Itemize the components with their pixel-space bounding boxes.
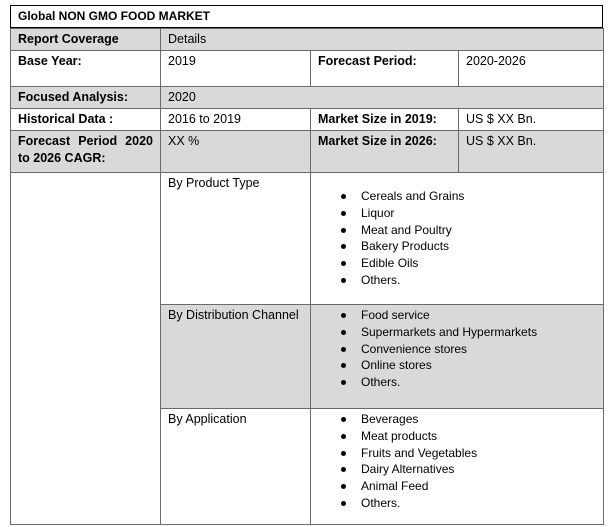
market-size-2026-value: US $ XX Bn. [459,131,604,173]
base-year-label: Base Year: [11,51,161,87]
list-item: Dairy Alternatives [318,461,596,478]
list-item: Beverages [318,411,596,428]
forecast-period-value: 2020-2026 [459,51,604,87]
distribution-channel-list [318,307,596,391]
cagr-label [11,131,161,173]
list-item: Others. [318,374,596,391]
list-item: Food service [318,307,596,324]
segment-name-product-type: By Product Type [161,173,311,305]
historical-data-value: 2016 to 2019 [161,109,311,131]
historical-data-row [11,109,604,131]
forecast-period-label: Forecast Period: [311,51,459,87]
market-size-2026-label: Market Size in 2026: [311,131,459,173]
list-item: Cereals and Grains [318,188,596,205]
segment-items-distribution-channel [311,305,604,409]
focused-analysis-value: 2020 [161,87,604,109]
application-list [318,411,596,512]
list-item: Others. [318,272,596,289]
header-report-coverage: Report Coverage [11,29,161,51]
list-item: Edible Oils [318,255,596,272]
product-type-list [318,188,596,289]
segments-blank-cell [11,173,161,525]
market-size-2019-value: US $ XX Bn. [459,109,604,131]
focused-analysis-row [11,87,604,109]
list-item: Others. [318,495,596,512]
list-item: Supermarkets and Hypermarkets [318,324,596,341]
table-title: Global NON GMO FOOD MARKET [18,9,210,23]
base-year-row [11,51,604,87]
cagr-value: XX % [161,131,311,173]
segment-items-application [311,409,604,525]
list-item: Meat products [318,428,596,445]
segment-items-product-type [311,173,604,305]
list-item: Liquor [318,205,596,222]
list-item: Convenience stores [318,341,596,358]
header-details: Details [161,29,604,51]
base-year-value: 2019 [161,51,311,87]
segment-name-application: By Application [161,409,311,525]
list-item: Online stores [318,357,596,374]
historical-data-label: Historical Data : [11,109,161,131]
cagr-label-line1: Forecast Period 2020 [18,134,153,148]
report-coverage-table [10,28,604,525]
market-size-2019-label: Market Size in 2019: [311,109,459,131]
cagr-row [11,131,604,173]
focused-analysis-label: Focused Analysis: [11,87,161,109]
table-title-bar [10,5,603,28]
list-item: Fruits and Vegetables [318,445,596,462]
list-item: Bakery Products [318,238,596,255]
cagr-label-line2: to 2026 CAGR: [18,151,106,165]
segment-name-distribution-channel: By Distribution Channel [161,305,311,409]
list-item: Animal Feed [318,478,596,495]
list-item: Meat and Poultry [318,222,596,239]
header-row [11,29,604,51]
segment-row-product-type [11,173,604,305]
